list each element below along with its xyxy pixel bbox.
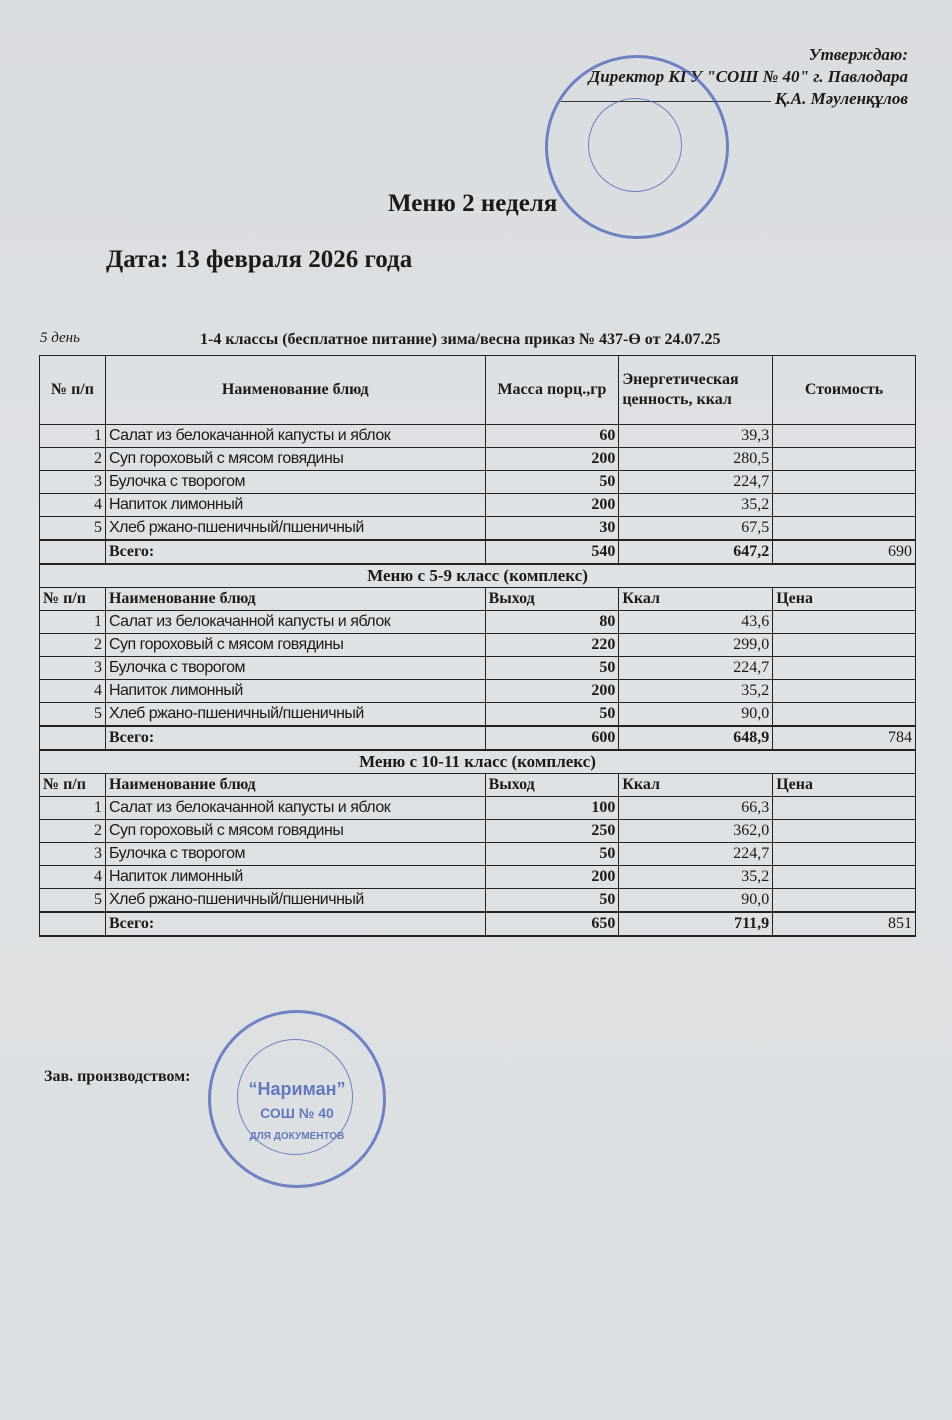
dish-name: Салат из белокачанной капусты и яблок (105, 797, 485, 820)
table-row (40, 843, 916, 866)
row-number: 1 (40, 425, 106, 448)
table-row (40, 820, 916, 843)
dish-name: Суп гороховый с мясом говядины (105, 634, 485, 657)
school-stamp-icon (545, 55, 729, 239)
header-number: № п/п (40, 774, 106, 797)
header-name: Наименование блюд (105, 588, 485, 611)
dish-price (773, 448, 916, 471)
menu-table (39, 355, 916, 937)
dish-kcal: 35,2 (619, 494, 773, 517)
header-number: № п/п (40, 588, 106, 611)
dish-price (773, 494, 916, 517)
row-number: 1 (40, 611, 106, 634)
dish-mass: 60 (485, 425, 619, 448)
total-empty (40, 540, 106, 564)
dish-price (773, 797, 916, 820)
dish-kcal: 67,5 (619, 517, 773, 541)
header-price: Цена (773, 774, 916, 797)
header-kcal: Ккал (619, 588, 773, 611)
dish-mass: 50 (485, 657, 619, 680)
page-title: Меню 2 неделя (388, 190, 558, 217)
total-row (40, 540, 916, 564)
row-number: 4 (40, 866, 106, 889)
header-kcal: Ккал (619, 774, 773, 797)
row-number: 3 (40, 657, 106, 680)
section-title: Меню с 5-9 класс (комплекс) (40, 564, 916, 588)
dish-mass: 30 (485, 517, 619, 541)
dish-kcal: 35,2 (619, 680, 773, 703)
table-row (40, 889, 916, 913)
row-number: 5 (40, 517, 106, 541)
dish-mass: 250 (485, 820, 619, 843)
dish-kcal: 224,7 (619, 843, 773, 866)
table2-section-row (40, 564, 916, 588)
dish-price (773, 471, 916, 494)
table-row (40, 517, 916, 541)
header-price: Стоимость (773, 356, 916, 425)
total-row (40, 726, 916, 750)
total-kcal: 711,9 (619, 912, 773, 936)
dish-name: Салат из белокачанной капусты и яблок (105, 425, 485, 448)
dish-name: Напиток лимонный (105, 866, 485, 889)
total-price: 851 (773, 912, 916, 936)
table-row (40, 471, 916, 494)
dish-kcal: 66,3 (619, 797, 773, 820)
dish-mass: 80 (485, 611, 619, 634)
header-price: Цена (773, 588, 916, 611)
row-number: 2 (40, 634, 106, 657)
row-number: 3 (40, 843, 106, 866)
dish-price (773, 820, 916, 843)
company-stamp-icon (208, 1010, 386, 1188)
row-number: 2 (40, 820, 106, 843)
dish-kcal: 39,3 (619, 425, 773, 448)
total-price: 784 (773, 726, 916, 750)
total-kcal: 647,2 (619, 540, 773, 564)
header-name: Наименование блюд (105, 356, 485, 425)
approval-position: Директор КГУ "СОШ № 40" г. Павлодара (588, 67, 908, 86)
stamp-purpose: ДЛЯ ДОКУМЕНТОВ (249, 1131, 345, 1142)
header-mass: Масса порц.,гр (485, 356, 619, 425)
dish-price (773, 889, 916, 913)
table3-section-row (40, 750, 916, 774)
total-label: Всего: (105, 726, 485, 750)
dish-name: Булочка с творогом (105, 843, 485, 866)
dish-price (773, 634, 916, 657)
dish-kcal: 43,6 (619, 611, 773, 634)
approval-label: Утверждаю: (808, 45, 908, 64)
dish-name: Хлеб ржано-пшеничный/пшеничный (105, 703, 485, 727)
dish-kcal: 224,7 (619, 471, 773, 494)
dish-mass: 50 (485, 471, 619, 494)
dish-mass: 100 (485, 797, 619, 820)
dish-price (773, 680, 916, 703)
total-mass: 540 (485, 540, 619, 564)
table-row (40, 494, 916, 517)
dish-kcal: 362,0 (619, 820, 773, 843)
dish-price (773, 703, 916, 727)
dish-price (773, 657, 916, 680)
menu-subtitle: 1-4 классы (бесплатное питание) зима/весна приказ № 437-Ө от 24.07.25 (200, 331, 721, 348)
dish-name: Напиток лимонный (105, 680, 485, 703)
dish-name: Напиток лимонный (105, 494, 485, 517)
dish-name: Суп гороховый с мясом говядины (105, 820, 485, 843)
stamp-company-name: “Нариман” (248, 1079, 346, 1099)
table-row (40, 797, 916, 820)
dish-price (773, 517, 916, 541)
director-name: Қ.А. Мәуленқұлов (774, 89, 908, 108)
dish-price (773, 425, 916, 448)
header-number: № п/п (40, 356, 106, 425)
dish-name: Булочка с творогом (105, 657, 485, 680)
table-row (40, 425, 916, 448)
day-label: 5 день (40, 330, 80, 346)
table-row (40, 657, 916, 680)
table-row (40, 611, 916, 634)
dish-name: Хлеб ржано-пшеничный/пшеничный (105, 517, 485, 541)
dish-price (773, 843, 916, 866)
row-number: 2 (40, 448, 106, 471)
dish-mass: 50 (485, 889, 619, 913)
menu-date: Дата: 13 февраля 2026 года (106, 246, 413, 273)
table-row (40, 634, 916, 657)
table-row (40, 866, 916, 889)
dish-name: Салат из белокачанной капусты и яблок (105, 611, 485, 634)
dish-mass: 50 (485, 843, 619, 866)
row-number: 1 (40, 797, 106, 820)
table-row (40, 680, 916, 703)
dish-kcal: 280,5 (619, 448, 773, 471)
row-number: 4 (40, 680, 106, 703)
dish-mass: 200 (485, 448, 619, 471)
dish-kcal: 224,7 (619, 657, 773, 680)
header-mass: Выход (485, 588, 619, 611)
table-row (40, 448, 916, 471)
production-manager-label: Зав. производством: (44, 1068, 191, 1085)
dish-name: Хлеб ржано-пшеничный/пшеничный (105, 889, 485, 913)
dish-mass: 200 (485, 494, 619, 517)
dish-kcal: 35,2 (619, 866, 773, 889)
table3-header (40, 774, 916, 797)
dish-name: Суп гороховый с мясом говядины (105, 448, 485, 471)
header-mass: Выход (485, 774, 619, 797)
total-label: Всего: (105, 912, 485, 936)
stamp-school: СОШ № 40 (260, 1105, 334, 1121)
dish-mass: 50 (485, 703, 619, 727)
dish-mass: 200 (485, 866, 619, 889)
total-mass: 650 (485, 912, 619, 936)
table1-header (40, 356, 916, 425)
dish-mass: 200 (485, 680, 619, 703)
section-title: Меню с 10-11 класс (комплекс) (40, 750, 916, 774)
row-number: 5 (40, 889, 106, 913)
header-kcal: Энергетическая ценность, ккал (619, 356, 773, 425)
total-mass: 600 (485, 726, 619, 750)
table-row (40, 703, 916, 727)
total-row (40, 912, 916, 936)
dish-kcal: 90,0 (619, 703, 773, 727)
stamp-inner-ring (588, 98, 682, 192)
dish-price (773, 611, 916, 634)
total-empty (40, 912, 106, 936)
row-number: 4 (40, 494, 106, 517)
table2-header (40, 588, 916, 611)
dish-name: Булочка с творогом (105, 471, 485, 494)
dish-mass: 220 (485, 634, 619, 657)
total-label: Всего: (105, 540, 485, 564)
row-number: 5 (40, 703, 106, 727)
row-number: 3 (40, 471, 106, 494)
dish-price (773, 866, 916, 889)
total-kcal: 648,9 (619, 726, 773, 750)
dish-kcal: 90,0 (619, 889, 773, 913)
header-name: Наименование блюд (105, 774, 485, 797)
total-empty (40, 726, 106, 750)
total-price: 690 (773, 540, 916, 564)
dish-kcal: 299,0 (619, 634, 773, 657)
